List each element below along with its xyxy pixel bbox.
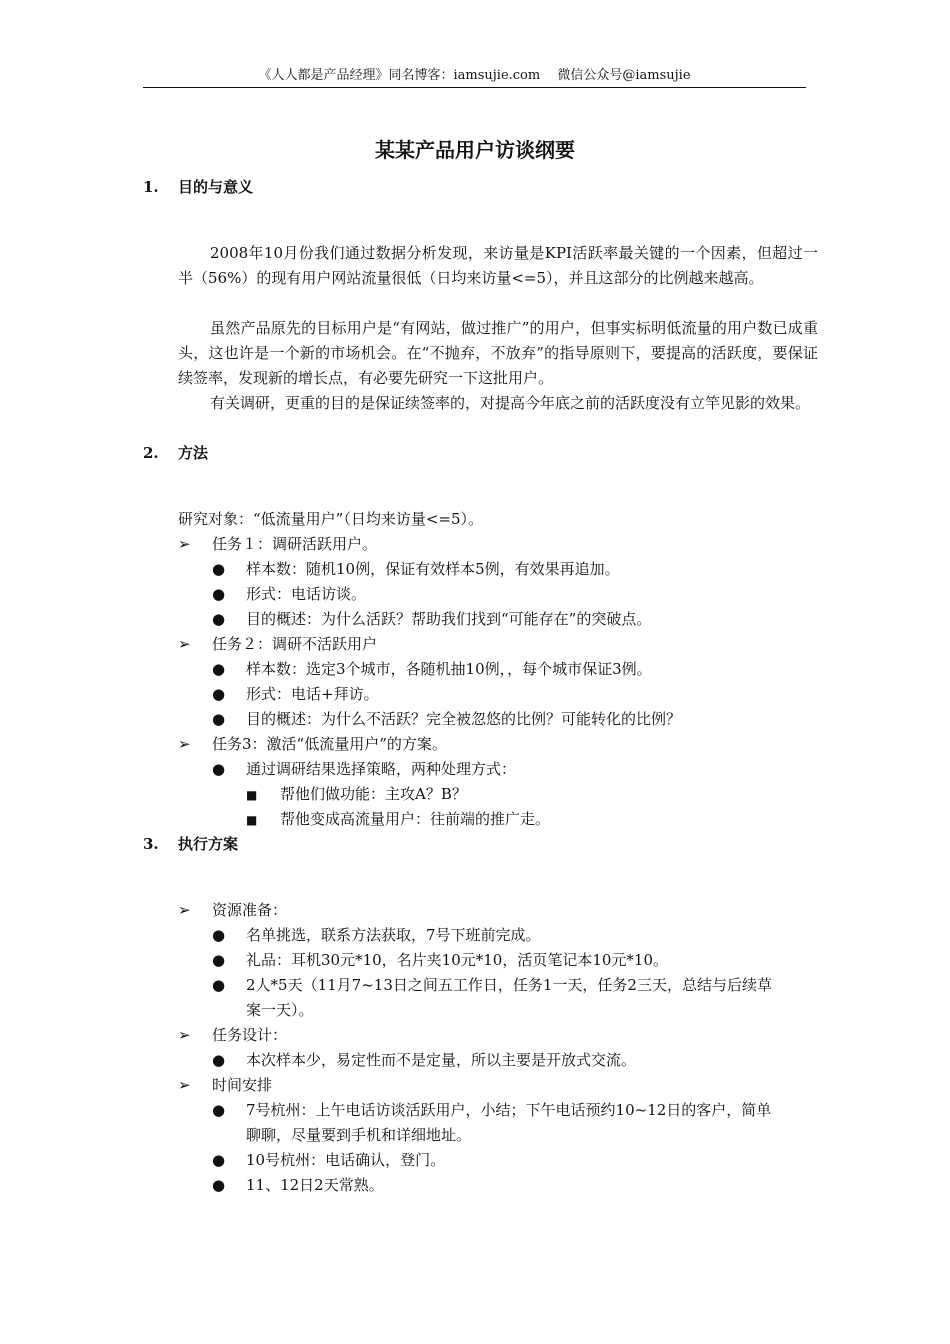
list-item xyxy=(178,532,377,557)
dot-bullet-icon: ● xyxy=(212,1101,226,1119)
list-text: 任务１：调研活跃用户。 xyxy=(212,535,378,553)
list-text: 帮他们做功能：主攻A？B？ xyxy=(280,785,467,803)
dot-bullet-icon: ● xyxy=(212,760,226,778)
section-number: 2. xyxy=(143,444,159,462)
section-title: 目的与意义 xyxy=(178,178,254,196)
list-text: 通过调研结果选择策略，两种处理方式： xyxy=(246,760,517,778)
document-title: 某某产品用户访谈纲要 xyxy=(375,138,575,162)
section-title: 方法 xyxy=(178,444,209,462)
list-text: 本次样本少，易定性而不是定量，所以主要是开放式交流。 xyxy=(246,1051,637,1069)
square-bullet-icon: ■ xyxy=(246,813,258,827)
list-item xyxy=(178,1023,287,1048)
list-item xyxy=(212,923,541,948)
square-bullet-icon: ■ xyxy=(246,788,258,802)
list-text: 形式：电话访谈。 xyxy=(246,585,367,603)
dot-bullet-icon: ● xyxy=(212,685,226,703)
section-heading-2 xyxy=(143,440,208,466)
arrow-bullet-icon: ➢ xyxy=(178,1076,191,1094)
list-item xyxy=(212,948,668,973)
list-item xyxy=(212,1148,445,1173)
list-text: 形式：电话+拜访。 xyxy=(246,685,379,703)
dot-bullet-icon: ● xyxy=(212,951,226,969)
dot-bullet-icon: ● xyxy=(212,976,226,994)
list-text: 2人*5天（11月7~13日之间五工作日，任务1一天，任务2三天，总结与后续草案一天）。 xyxy=(246,976,772,1019)
list-text: 资源准备： xyxy=(212,901,288,919)
list-text: 帮他变成高流量用户：往前端的推广走。 xyxy=(280,810,551,828)
list-item xyxy=(212,707,681,732)
dot-bullet-icon: ● xyxy=(212,560,226,578)
list-item xyxy=(212,1048,636,1073)
research-subject: 研究对象：“低流量用户”（日均来访量<=5）。 xyxy=(178,510,484,528)
list-text: 任务２：调研不活跃用户 xyxy=(212,635,378,653)
list-text: 样本数：随机10例，保证有效样本5例，有效果再追加。 xyxy=(246,560,620,578)
list-text: 任务设计： xyxy=(212,1026,288,1044)
arrow-bullet-icon: ➢ xyxy=(178,635,191,653)
arrow-bullet-icon: ➢ xyxy=(178,535,191,553)
dot-bullet-icon: ● xyxy=(212,610,226,628)
arrow-bullet-icon: ➢ xyxy=(178,1026,191,1044)
list-item xyxy=(212,582,366,607)
list-text: 7号杭州：上午电话访谈活跃用户，小结；下午电话预约10~12日的客户，简单聊聊，尽量要到手机和详细地址。 xyxy=(246,1101,772,1144)
dot-bullet-icon: ● xyxy=(212,660,226,678)
list-item xyxy=(212,682,379,707)
page-header: 《人人都是产品经理》同名博客：iamsujie.com 微信公众号@iamsujie xyxy=(143,66,806,88)
list-item xyxy=(178,898,287,923)
list-item xyxy=(212,1098,772,1148)
dot-bullet-icon: ● xyxy=(212,710,226,728)
dot-bullet-icon: ● xyxy=(212,1151,226,1169)
list-item xyxy=(212,1173,384,1198)
list-item xyxy=(246,782,467,807)
dot-bullet-icon: ● xyxy=(212,1176,226,1194)
paragraph: 有关调研，更重的目的是保证续签率的，对提高今年底之前的活跃度没有立竿见影的效果。 xyxy=(210,394,811,412)
list-text: 10号杭州：电话确认，登门。 xyxy=(246,1151,446,1169)
list-item xyxy=(246,807,550,832)
list-item xyxy=(212,657,652,682)
list-item xyxy=(212,557,620,582)
dot-bullet-icon: ● xyxy=(212,926,226,944)
list-text: 任务3：激活“低流量用户”的方案。 xyxy=(212,735,447,753)
dot-bullet-icon: ● xyxy=(212,585,226,603)
section-number: 3. xyxy=(143,835,159,853)
list-item xyxy=(212,973,772,1023)
section-title: 执行方案 xyxy=(178,835,239,853)
arrow-bullet-icon: ➢ xyxy=(178,735,191,753)
list-item xyxy=(178,732,447,757)
arrow-bullet-icon: ➢ xyxy=(178,901,191,919)
list-item xyxy=(178,1073,272,1098)
list-text: 时间安排 xyxy=(212,1076,273,1094)
section-number: 1. xyxy=(143,178,159,196)
list-text: 目的概述：为什么不活跃？完全被忽悠的比例？可能转化的比例？ xyxy=(246,710,682,728)
list-item xyxy=(212,607,651,632)
section-heading-1 xyxy=(143,174,253,200)
list-item xyxy=(178,632,377,657)
section-heading-3 xyxy=(143,831,238,857)
list-text: 礼品：耳机30元*10，名片夹10元*10，活页笔记本10元*10。 xyxy=(246,951,669,969)
list-text: 目的概述：为什么活跃？帮助我们找到“可能存在”的突破点。 xyxy=(246,610,652,628)
paragraph: 2008年10月份我们通过数据分析发现，来访量是KPI活跃率最关键的一个因素，但超过一半（56%）的现有用户网站流量很低（日均来访量<=5），并且这部分的比例越来越高。 xyxy=(178,244,818,287)
list-text: 名单挑选，联系方法获取，7号下班前完成。 xyxy=(246,926,541,944)
dot-bullet-icon: ● xyxy=(212,1051,226,1069)
list-text: 11、12日2天常熟。 xyxy=(246,1176,384,1194)
paragraph: 虽然产品原先的目标用户是“有网站，做过推广”的用户，但事实标明低流量的用户数已成重头，这也许是一个新的市场机会。在“不抛弃，不放弃”的指导原则下，要提高的活跃度，要保证续签率，发现新的增长点，有必要先研究一下这批用户。 xyxy=(178,319,818,387)
list-item xyxy=(212,757,516,782)
list-text: 样本数：选定3个城市，各随机抽10例，，每个城市保证3例。 xyxy=(246,660,652,678)
